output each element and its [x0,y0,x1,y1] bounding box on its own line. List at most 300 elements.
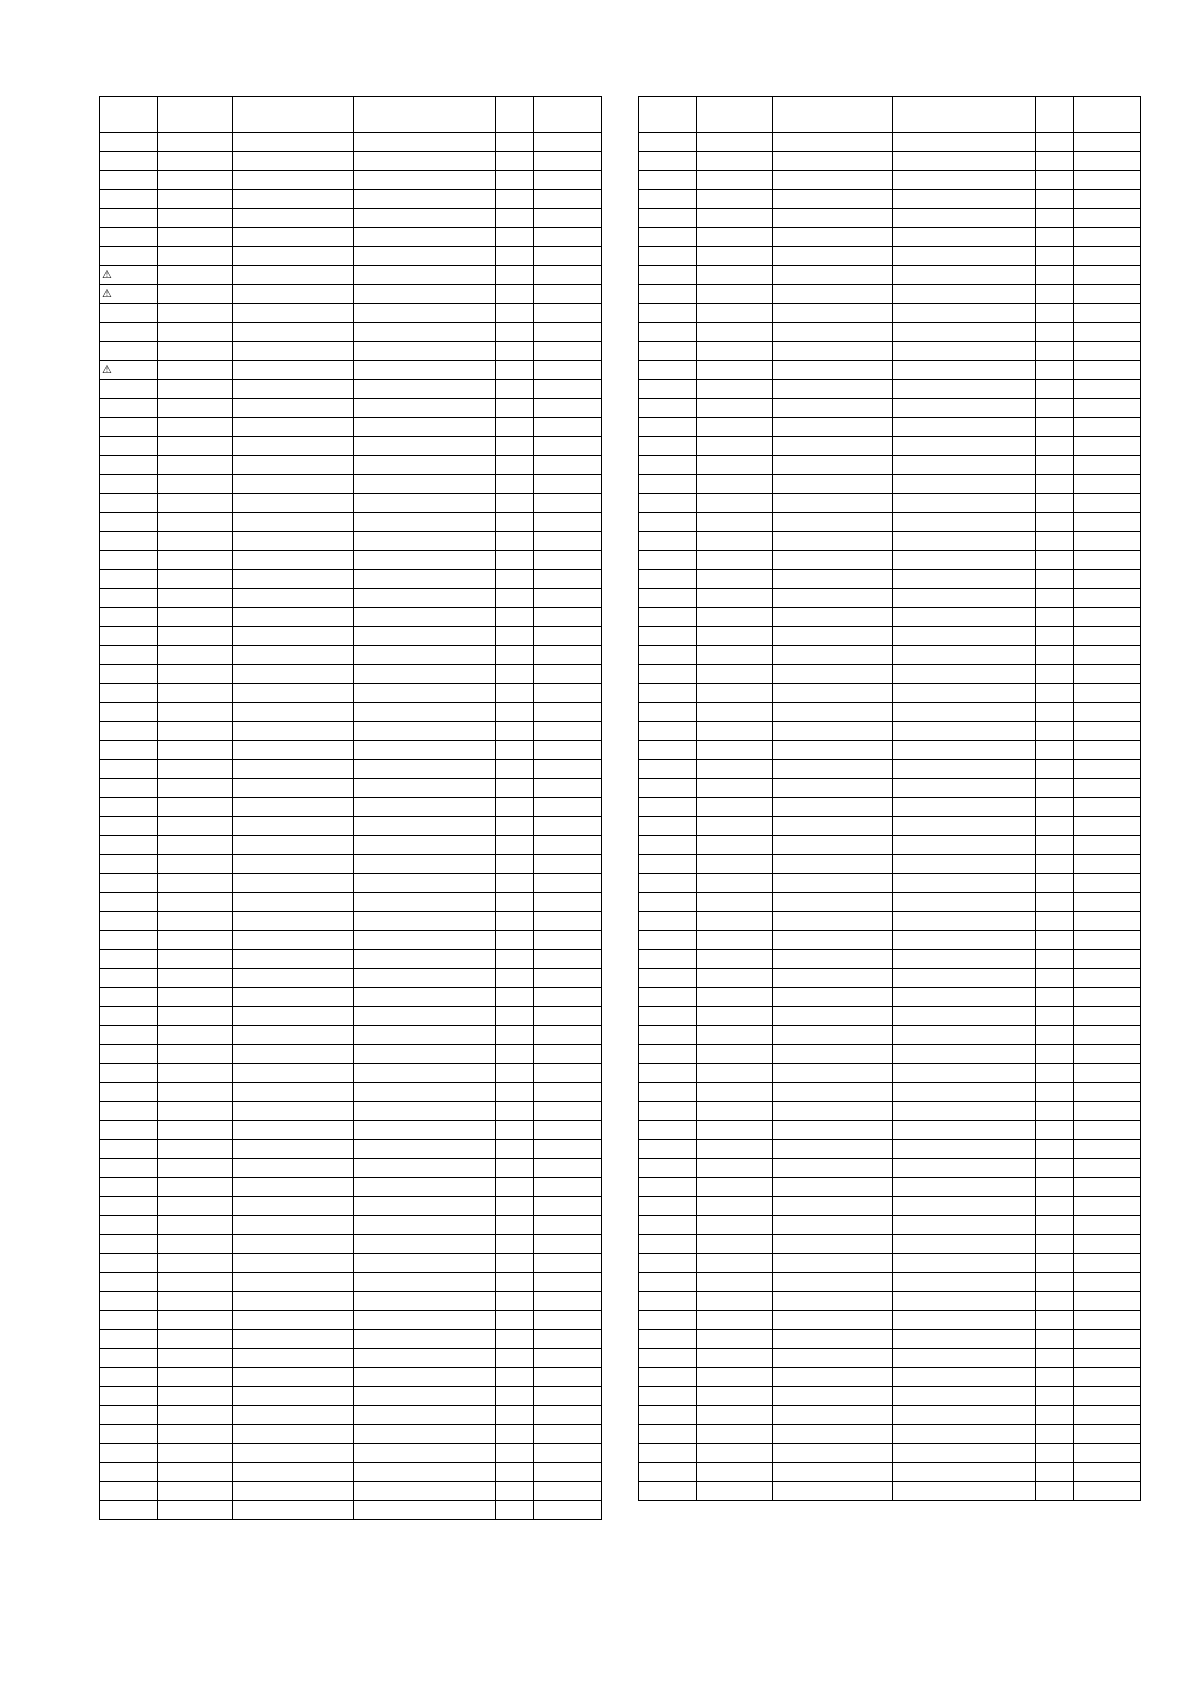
table-cell [1074,1311,1141,1330]
table-cell [773,570,893,589]
table-cell [233,247,354,266]
table-cell [773,1159,893,1178]
table-cell [639,247,697,266]
table-cell [534,646,602,665]
table-cell [100,399,158,418]
table-cell [354,836,496,855]
table-cell [773,285,893,304]
table-cell [697,304,773,323]
table-cell [354,684,496,703]
table-cell [100,551,158,570]
table-cell [1074,494,1141,513]
table-cell [893,1273,1036,1292]
table-cell [100,798,158,817]
table-cell [639,152,697,171]
table-cell [496,304,534,323]
table-cell [773,342,893,361]
table-cell [697,171,773,190]
table-cell [893,1159,1036,1178]
table-cell [534,950,602,969]
table-cell [639,1064,697,1083]
table-cell [1036,969,1074,988]
table-cell [1036,988,1074,1007]
table-cell [534,1007,602,1026]
table-cell [893,893,1036,912]
table-cell [697,1007,773,1026]
table-cell [639,931,697,950]
table-cell [773,722,893,741]
table-cell [354,456,496,475]
table-cell [639,817,697,836]
table-cell [354,779,496,798]
table-cell [354,190,496,209]
table-cell [893,97,1036,133]
table-row [100,1482,602,1501]
table-row [639,1425,1141,1444]
table-row [639,627,1141,646]
table-cell [534,399,602,418]
table-cell [158,323,233,342]
table-cell [1036,1159,1074,1178]
warning-icon: ⚠ [102,269,112,281]
table-cell [100,1425,158,1444]
table-row [100,1406,602,1425]
table-cell [496,171,534,190]
table-cell [100,1406,158,1425]
table-cell [773,950,893,969]
table-cell [158,1387,233,1406]
table-cell [697,1273,773,1292]
table-cell [496,1444,534,1463]
table-cell [233,361,354,380]
table-cell [100,570,158,589]
table-cell [639,1045,697,1064]
table-cell [1074,475,1141,494]
table-cell [1074,1273,1141,1292]
table-cell [233,1425,354,1444]
table-cell [773,912,893,931]
table-cell [1074,912,1141,931]
table-cell [1074,1292,1141,1311]
table-cell [354,665,496,684]
table-cell [496,684,534,703]
table-cell [773,1349,893,1368]
table-row [100,1007,602,1026]
table-cell [496,1197,534,1216]
table-row [100,1463,602,1482]
table-cell [496,437,534,456]
table-cell [697,646,773,665]
table-cell [697,722,773,741]
table-cell [158,988,233,1007]
table-cell [697,361,773,380]
table-cell [233,228,354,247]
table-cell [158,1349,233,1368]
table-cell [496,836,534,855]
table-row [100,1349,602,1368]
table-cell [1074,437,1141,456]
table-cell [496,285,534,304]
table-cell [233,532,354,551]
table-cell [697,874,773,893]
table-row [639,1045,1141,1064]
table-cell [354,1254,496,1273]
table-cell [1074,874,1141,893]
table-cell [893,1102,1036,1121]
table-cell [534,798,602,817]
table-cell [639,589,697,608]
table-cell [158,475,233,494]
table-cell [100,1311,158,1330]
table-cell [697,380,773,399]
table-cell [893,1311,1036,1330]
table-cell [158,741,233,760]
table-cell [639,1140,697,1159]
table-cell [233,703,354,722]
table-cell [639,893,697,912]
table-cell [100,171,158,190]
table-cell [100,380,158,399]
table-row [639,342,1141,361]
table-cell [773,855,893,874]
table-cell [496,247,534,266]
table-cell [233,1197,354,1216]
table-cell [496,1216,534,1235]
table-row [639,1273,1141,1292]
table-row [639,1083,1141,1102]
table-cell [639,475,697,494]
table-cell [1074,1235,1141,1254]
table-cell [354,608,496,627]
table-cell [100,1216,158,1235]
table-cell [1036,1482,1074,1501]
table-cell [534,228,602,247]
table-cell [773,589,893,608]
table-cell [697,1159,773,1178]
table-cell [158,950,233,969]
table-cell [158,97,233,133]
table-cell [100,608,158,627]
table-cell [1074,133,1141,152]
table-cell [233,855,354,874]
table-cell [697,817,773,836]
table-cell [100,1197,158,1216]
table-cell [893,1045,1036,1064]
table-cell [773,1444,893,1463]
table-cell [158,399,233,418]
table-cell [893,874,1036,893]
table-row [100,1045,602,1064]
table-cell [1074,247,1141,266]
table-cell [1036,874,1074,893]
table-cell [1074,209,1141,228]
table-cell [100,760,158,779]
table-cell [893,1330,1036,1349]
table-cell [697,893,773,912]
table-cell [534,1159,602,1178]
table-cell [233,741,354,760]
table-cell [100,1140,158,1159]
table-cell [534,418,602,437]
table-cell [1036,836,1074,855]
table-cell [158,1273,233,1292]
table-row [100,1178,602,1197]
table-cell [233,950,354,969]
table-cell [1074,969,1141,988]
table-cell [697,1425,773,1444]
table-cell [354,494,496,513]
table-cell [893,342,1036,361]
table-row [639,665,1141,684]
table-cell [773,760,893,779]
table-cell [639,1254,697,1273]
table-cell [100,741,158,760]
table-cell [354,950,496,969]
table-cell [496,361,534,380]
table-cell [639,1444,697,1463]
table-cell [773,1007,893,1026]
table-cell [773,456,893,475]
table-cell [639,513,697,532]
table-cell [1074,1178,1141,1197]
table-cell [158,969,233,988]
table-cell [158,1330,233,1349]
table-row [639,266,1141,285]
table-cell [697,209,773,228]
table-cell [639,437,697,456]
table-row [639,1254,1141,1273]
table-cell [496,741,534,760]
table-cell [639,1406,697,1425]
table-cell [158,1045,233,1064]
table-cell [1074,380,1141,399]
table-cell [158,1368,233,1387]
table-cell [496,608,534,627]
table-cell [1036,285,1074,304]
table-cell [1074,779,1141,798]
table-cell [773,1406,893,1425]
table-cell [158,931,233,950]
table-cell [893,931,1036,950]
table-cell [100,1064,158,1083]
table-cell [773,779,893,798]
table-cell [1036,817,1074,836]
table-cell [1074,1463,1141,1482]
table-row [100,1197,602,1216]
table-row [100,1444,602,1463]
table-cell [100,1178,158,1197]
table-cell [697,1045,773,1064]
table-row [100,779,602,798]
table-cell [1036,627,1074,646]
table-cell [496,893,534,912]
table-cell [893,285,1036,304]
table-cell [354,969,496,988]
table-cell [354,1501,496,1520]
table-cell [639,190,697,209]
table-cell [1074,190,1141,209]
table-cell [354,266,496,285]
table-row [100,532,602,551]
table-cell [1074,1007,1141,1026]
table-cell [354,304,496,323]
table-cell [1036,798,1074,817]
table-cell [697,703,773,722]
table-row [639,760,1141,779]
table-cell [1036,323,1074,342]
table-cell [496,1102,534,1121]
table-cell [354,589,496,608]
table-cell [496,760,534,779]
table-cell [1036,703,1074,722]
table-cell [773,513,893,532]
table-cell [233,304,354,323]
table-cell [1036,551,1074,570]
table-row [100,209,602,228]
table-cell [496,1064,534,1083]
table-cell [1036,1292,1074,1311]
table-row [639,950,1141,969]
table-cell [893,1254,1036,1273]
table-cell [534,817,602,836]
table-cell [233,1140,354,1159]
table-cell [233,1463,354,1482]
table-cell [697,1102,773,1121]
table-cell [233,931,354,950]
table-row [100,437,602,456]
table-cell [534,1368,602,1387]
table-cell [1036,494,1074,513]
table-cell [496,551,534,570]
table-cell [639,760,697,779]
table-cell [354,1140,496,1159]
table-row [639,494,1141,513]
table-cell [1036,1444,1074,1463]
table-cell [534,133,602,152]
table-cell [100,456,158,475]
table-cell [1036,1349,1074,1368]
table-cell [893,266,1036,285]
table-cell [158,456,233,475]
table-cell [496,532,534,551]
table-cell [233,1444,354,1463]
table-cell [100,646,158,665]
table-cell [100,931,158,950]
table-cell [1036,152,1074,171]
table-cell [893,760,1036,779]
table-cell [639,1159,697,1178]
table-cell [893,361,1036,380]
table-cell [158,798,233,817]
table-cell [697,494,773,513]
table-cell [1074,931,1141,950]
table-cell [773,684,893,703]
table-cell [233,912,354,931]
table-cell [893,133,1036,152]
table-row [639,418,1141,437]
table-cell [893,646,1036,665]
table-cell [158,380,233,399]
table-cell [100,684,158,703]
table-row [639,646,1141,665]
table-cell [100,152,158,171]
table-cell [639,285,697,304]
table-cell [534,1425,602,1444]
table-cell [1074,665,1141,684]
table-cell [233,836,354,855]
table-cell [639,874,697,893]
table-cell [233,209,354,228]
table-cell [534,1349,602,1368]
table-cell [893,703,1036,722]
table-cell [1036,133,1074,152]
parts-table-left [99,96,602,1520]
table-cell [100,342,158,361]
table-cell [496,912,534,931]
table-cell [1036,1026,1074,1045]
table-cell [534,1121,602,1140]
table-cell [893,912,1036,931]
table-cell [534,266,602,285]
table-cell [354,1311,496,1330]
table-cell [893,304,1036,323]
table-cell [158,1083,233,1102]
table-cell [100,1292,158,1311]
table-cell [1074,570,1141,589]
table-row [100,1292,602,1311]
table-cell [158,893,233,912]
table-cell [158,703,233,722]
table-cell [773,152,893,171]
header-row [100,97,602,133]
table-row [639,874,1141,893]
table-cell [1036,1368,1074,1387]
table-cell [893,1444,1036,1463]
table-cell [773,1140,893,1159]
table-cell [639,627,697,646]
table-cell [1036,97,1074,133]
table-cell [1036,779,1074,798]
table-cell [639,494,697,513]
table-cell [1036,304,1074,323]
table-row [100,1159,602,1178]
table-cell [496,1368,534,1387]
table-cell [773,494,893,513]
table-cell [354,760,496,779]
table-row [100,152,602,171]
table-cell [534,760,602,779]
table-cell [773,247,893,266]
table-cell [534,247,602,266]
table-cell [100,494,158,513]
table-cell [1074,418,1141,437]
table-cell [1074,399,1141,418]
table-cell [1074,608,1141,627]
table-cell [1074,627,1141,646]
table-cell [100,703,158,722]
table-row [639,380,1141,399]
table-cell [1036,1387,1074,1406]
table-cell [1036,912,1074,931]
table-cell [233,1292,354,1311]
table-cell [1074,1425,1141,1444]
table-cell [1036,171,1074,190]
table-cell [100,285,158,304]
table-cell [233,323,354,342]
table-cell [1036,399,1074,418]
table-cell [158,247,233,266]
table-row [639,1159,1141,1178]
